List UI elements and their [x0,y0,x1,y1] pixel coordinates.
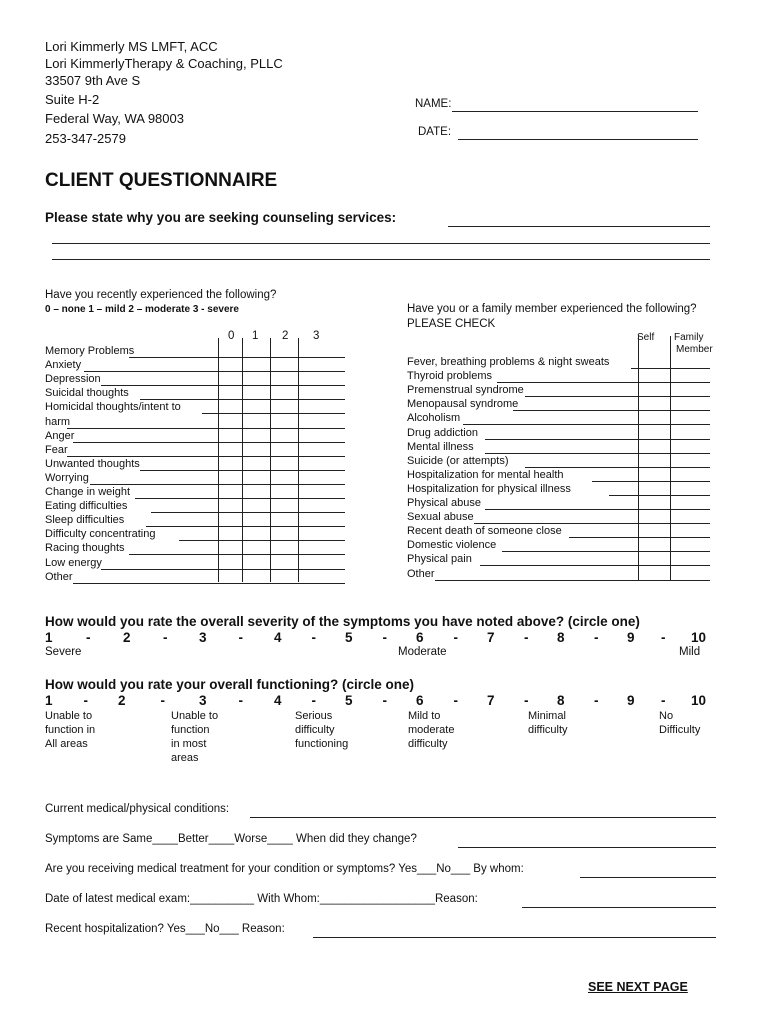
scale-dash: - [453,693,458,708]
scale-number-6[interactable]: 6 [416,693,424,708]
condition-check-row[interactable] [569,537,710,538]
functioning-label-line: difficulty [295,724,335,736]
condition-label: Fever, breathing problems & night sweats [407,356,610,368]
symptom-label: Unwanted thoughts [45,457,140,470]
scale-dash: - [238,693,243,708]
medical-conditions-label: Current medical/physical conditions: [45,803,230,815]
check-column-divider [638,336,639,580]
condition-check-row[interactable] [435,580,710,581]
condition-label: Physical abuse [407,497,481,509]
condition-label: Domestic violence [407,539,497,552]
family-member-column-header: Member [676,344,713,355]
scale-number-10[interactable]: 10 [691,693,707,708]
symptom-label: Depression [45,373,101,386]
symptom-rating-row[interactable] [101,385,345,386]
seeking-answer-line-2[interactable] [52,243,710,244]
scale-number-6[interactable]: 6 [416,630,424,645]
symptom-label: Eating difficulties [45,500,128,513]
functioning-label-line: function in [45,724,96,736]
scale-number-7[interactable]: 7 [487,630,495,645]
functioning-label-line: in most [171,738,207,750]
severity-question: How would you rate the overall severity of the symptoms you have noted above? (circle one) [45,614,640,629]
condition-label: Drug addiction [407,426,478,439]
scale-number-3[interactable]: 3 [199,630,207,645]
condition-label: Premenstrual syndrome [407,384,524,397]
scale-number-1[interactable]: 1 [45,693,53,708]
col-1-header: 1 [252,330,259,342]
severity-label-moderate: Moderate [398,646,447,658]
symptom-label: Memory Problems [45,345,135,357]
condition-check-row[interactable] [485,453,710,454]
col-0-header: 0 [228,330,235,342]
symptom-label: Other [45,570,73,583]
condition-label: Alcoholism [407,412,461,425]
symptom-label: harm [45,415,71,428]
scale-number-9[interactable]: 9 [627,630,635,645]
symptom-rating-row[interactable] [129,357,345,358]
functioning-label-line: areas [171,752,199,764]
condition-check-row[interactable] [592,481,710,482]
please-check-label: PLEASE CHECK [407,318,496,330]
symptom-label: Fear [45,443,68,456]
symptom-label: Worrying [45,471,89,484]
symptom-label: Racing thoughts [45,542,125,555]
symptom-rating-row[interactable] [67,456,345,457]
symptom-label: Difficulty concentrating [45,528,156,541]
severity-label-mild: Mild [679,646,701,658]
functioning-label-line: Unable to [171,710,219,722]
scale-dash: - [163,630,168,645]
condition-check-row[interactable] [485,439,710,440]
symptom-label: Suicidal thoughts [45,387,129,400]
treatment-by-whom-field[interactable] [580,877,716,878]
condition-check-row[interactable] [485,509,710,510]
date-field[interactable] [458,139,698,140]
symptoms-change-field[interactable] [458,847,716,848]
rating-column-divider [218,338,219,582]
scale-dash: - [160,693,165,708]
scale-number-2[interactable]: 2 [118,693,126,708]
scale-dash: - [382,693,387,708]
practice-name: Lori KimmerlyTherapy & Coaching, PLLC [45,56,283,71]
functioning-label-line: No [659,710,674,722]
scale-dash: - [453,630,458,645]
symptom-rating-row[interactable] [101,569,345,570]
condition-check-row[interactable] [502,551,710,552]
condition-label: Other [407,567,435,580]
functioning-label-line: difficulty [528,724,568,736]
scale-dash: - [86,630,91,645]
rating-column-divider [298,338,299,582]
medical-conditions-field[interactable] [250,817,716,818]
condition-check-row[interactable] [609,495,710,496]
scale-dash: - [83,693,88,708]
symptoms-heading: Have you recently experienced the following? [45,289,277,301]
scale-dash: - [661,693,666,708]
condition-check-row[interactable] [474,523,710,524]
family-column-header: Family [674,332,704,343]
functioning-label-line: Minimal [528,710,566,722]
condition-label: Hospitalization for physical illness [407,482,571,495]
scale-number-1[interactable]: 1 [45,630,53,645]
scale-dash: - [238,630,243,645]
condition-label: Recent death of someone close [407,525,562,538]
name-label: NAME: [415,98,452,110]
scale-number-7[interactable]: 7 [487,693,495,708]
scale-number-8[interactable]: 8 [557,693,565,708]
col-3-header: 3 [313,330,320,342]
col-2-header: 2 [282,330,289,342]
symptom-rating-row[interactable] [73,442,345,443]
family-heading: Have you or a family member experienced the following? [407,303,697,315]
scale-dash: - [311,630,316,645]
date-label: DATE: [418,126,452,138]
symptom-label: Sleep difficulties [45,514,125,527]
scale-dash: - [594,693,599,708]
functioning-label-line: Mild to [408,710,441,722]
seeking-question: Please state why you are seeking counseling services: [45,210,397,225]
condition-label: Menopausal syndrome [407,398,519,411]
scale-number-5[interactable]: 5 [345,630,353,645]
scale-dash: - [382,630,387,645]
condition-label: Thyroid problems [407,370,492,383]
address-city: Federal Way, WA 98003 [45,111,184,126]
rating-column-divider [270,338,271,582]
page-title: CLIENT QUESTIONNAIRE [45,170,278,191]
scale-number-4[interactable]: 4 [274,630,282,645]
functioning-label-line: difficulty [408,738,448,750]
scale-number-3[interactable]: 3 [199,693,207,708]
scale-number-8[interactable]: 8 [557,630,565,645]
scale-number-10[interactable]: 10 [691,630,707,645]
scale-number-2[interactable]: 2 [123,630,131,645]
address-line-1: 33507 9th Ave S [45,73,141,88]
scale-dash: - [311,693,316,708]
self-column-header: Self [637,332,655,343]
condition-label: Mental illness [407,440,474,453]
symptom-rating-row[interactable] [135,498,345,499]
condition-check-row[interactable] [480,565,710,566]
symptom-label: Homicidal thoughts/intent to [45,401,181,414]
symptom-rating-row[interactable] [73,583,345,584]
scale-dash: - [594,630,599,645]
functioning-label-line: function [171,724,210,736]
name-field[interactable] [452,111,698,112]
scale-dash: - [524,693,529,708]
condition-label: Physical pain [407,553,472,566]
symptom-label: Low energy [45,556,102,569]
seeking-answer-line-1[interactable] [448,226,710,227]
symptom-label: Anxiety [45,359,82,372]
scale-number-5[interactable]: 5 [345,693,353,708]
severity-label-severe: Severe [45,646,82,658]
scale-number-9[interactable]: 9 [627,693,635,708]
hospitalization-label: Recent hospitalization? Yes___No___ Reason: [45,923,285,935]
seeking-answer-line-3[interactable] [52,259,710,260]
medical-exam-label: Date of latest medical exam:__________ With Whom:__________________Reason: [45,893,478,905]
scale-dash: - [524,630,529,645]
symptom-rating-row[interactable] [179,540,345,541]
check-column-divider [670,336,671,580]
functioning-label-line: moderate [408,724,455,736]
condition-check-row[interactable] [497,382,710,383]
symptom-label: Change in weight [45,486,131,498]
symptom-rating-row[interactable] [202,413,345,414]
symptom-rating-row[interactable] [129,554,345,555]
condition-label: Suicide (or attempts) [407,454,509,467]
condition-label: Hospitalization for mental health [407,468,564,481]
functioning-label-line: Unable to [45,710,93,722]
condition-check-row[interactable] [525,396,710,397]
condition-label: Sexual abuse [407,511,474,524]
see-next-page: SEE NEXT PAGE [588,980,688,994]
practitioner-name: Lori Kimmerly MS LMFT, ACC [45,39,218,54]
scale-number-4[interactable]: 4 [274,693,282,708]
symptoms-change-label: Symptoms are Same____Better____Worse____ When did they change? [45,833,417,845]
medical-treatment-label: Are you receiving medical treatment for your condition or symptoms? Yes___No___ By whom: [45,863,524,875]
functioning-question: How would you rate your overall functioning? (circle one) [45,677,415,692]
functioning-label-line: All areas [45,738,88,750]
symptom-rating-row[interactable] [67,428,345,429]
rating-column-divider [242,338,243,582]
symptom-rating-row[interactable] [146,526,345,527]
address-line-2: Suite H-2 [45,92,100,107]
symptom-rating-row[interactable] [84,371,345,372]
phone-number: 253-347-2579 [45,131,126,146]
symptom-rating-row[interactable] [151,512,345,513]
functioning-label-line: functioning [295,738,349,750]
hospitalization-reason-field[interactable] [313,937,716,938]
functioning-label-line: Serious [295,710,333,722]
exam-reason-field[interactable] [522,907,716,908]
scale-legend: 0 – none 1 – mild 2 – moderate 3 - severe [45,304,239,315]
scale-dash: - [661,630,666,645]
functioning-label-line: Difficulty [659,724,701,736]
condition-check-row[interactable] [513,410,710,411]
condition-check-row[interactable] [525,467,710,468]
symptom-label: Anger [45,429,75,442]
condition-check-row[interactable] [463,424,710,425]
